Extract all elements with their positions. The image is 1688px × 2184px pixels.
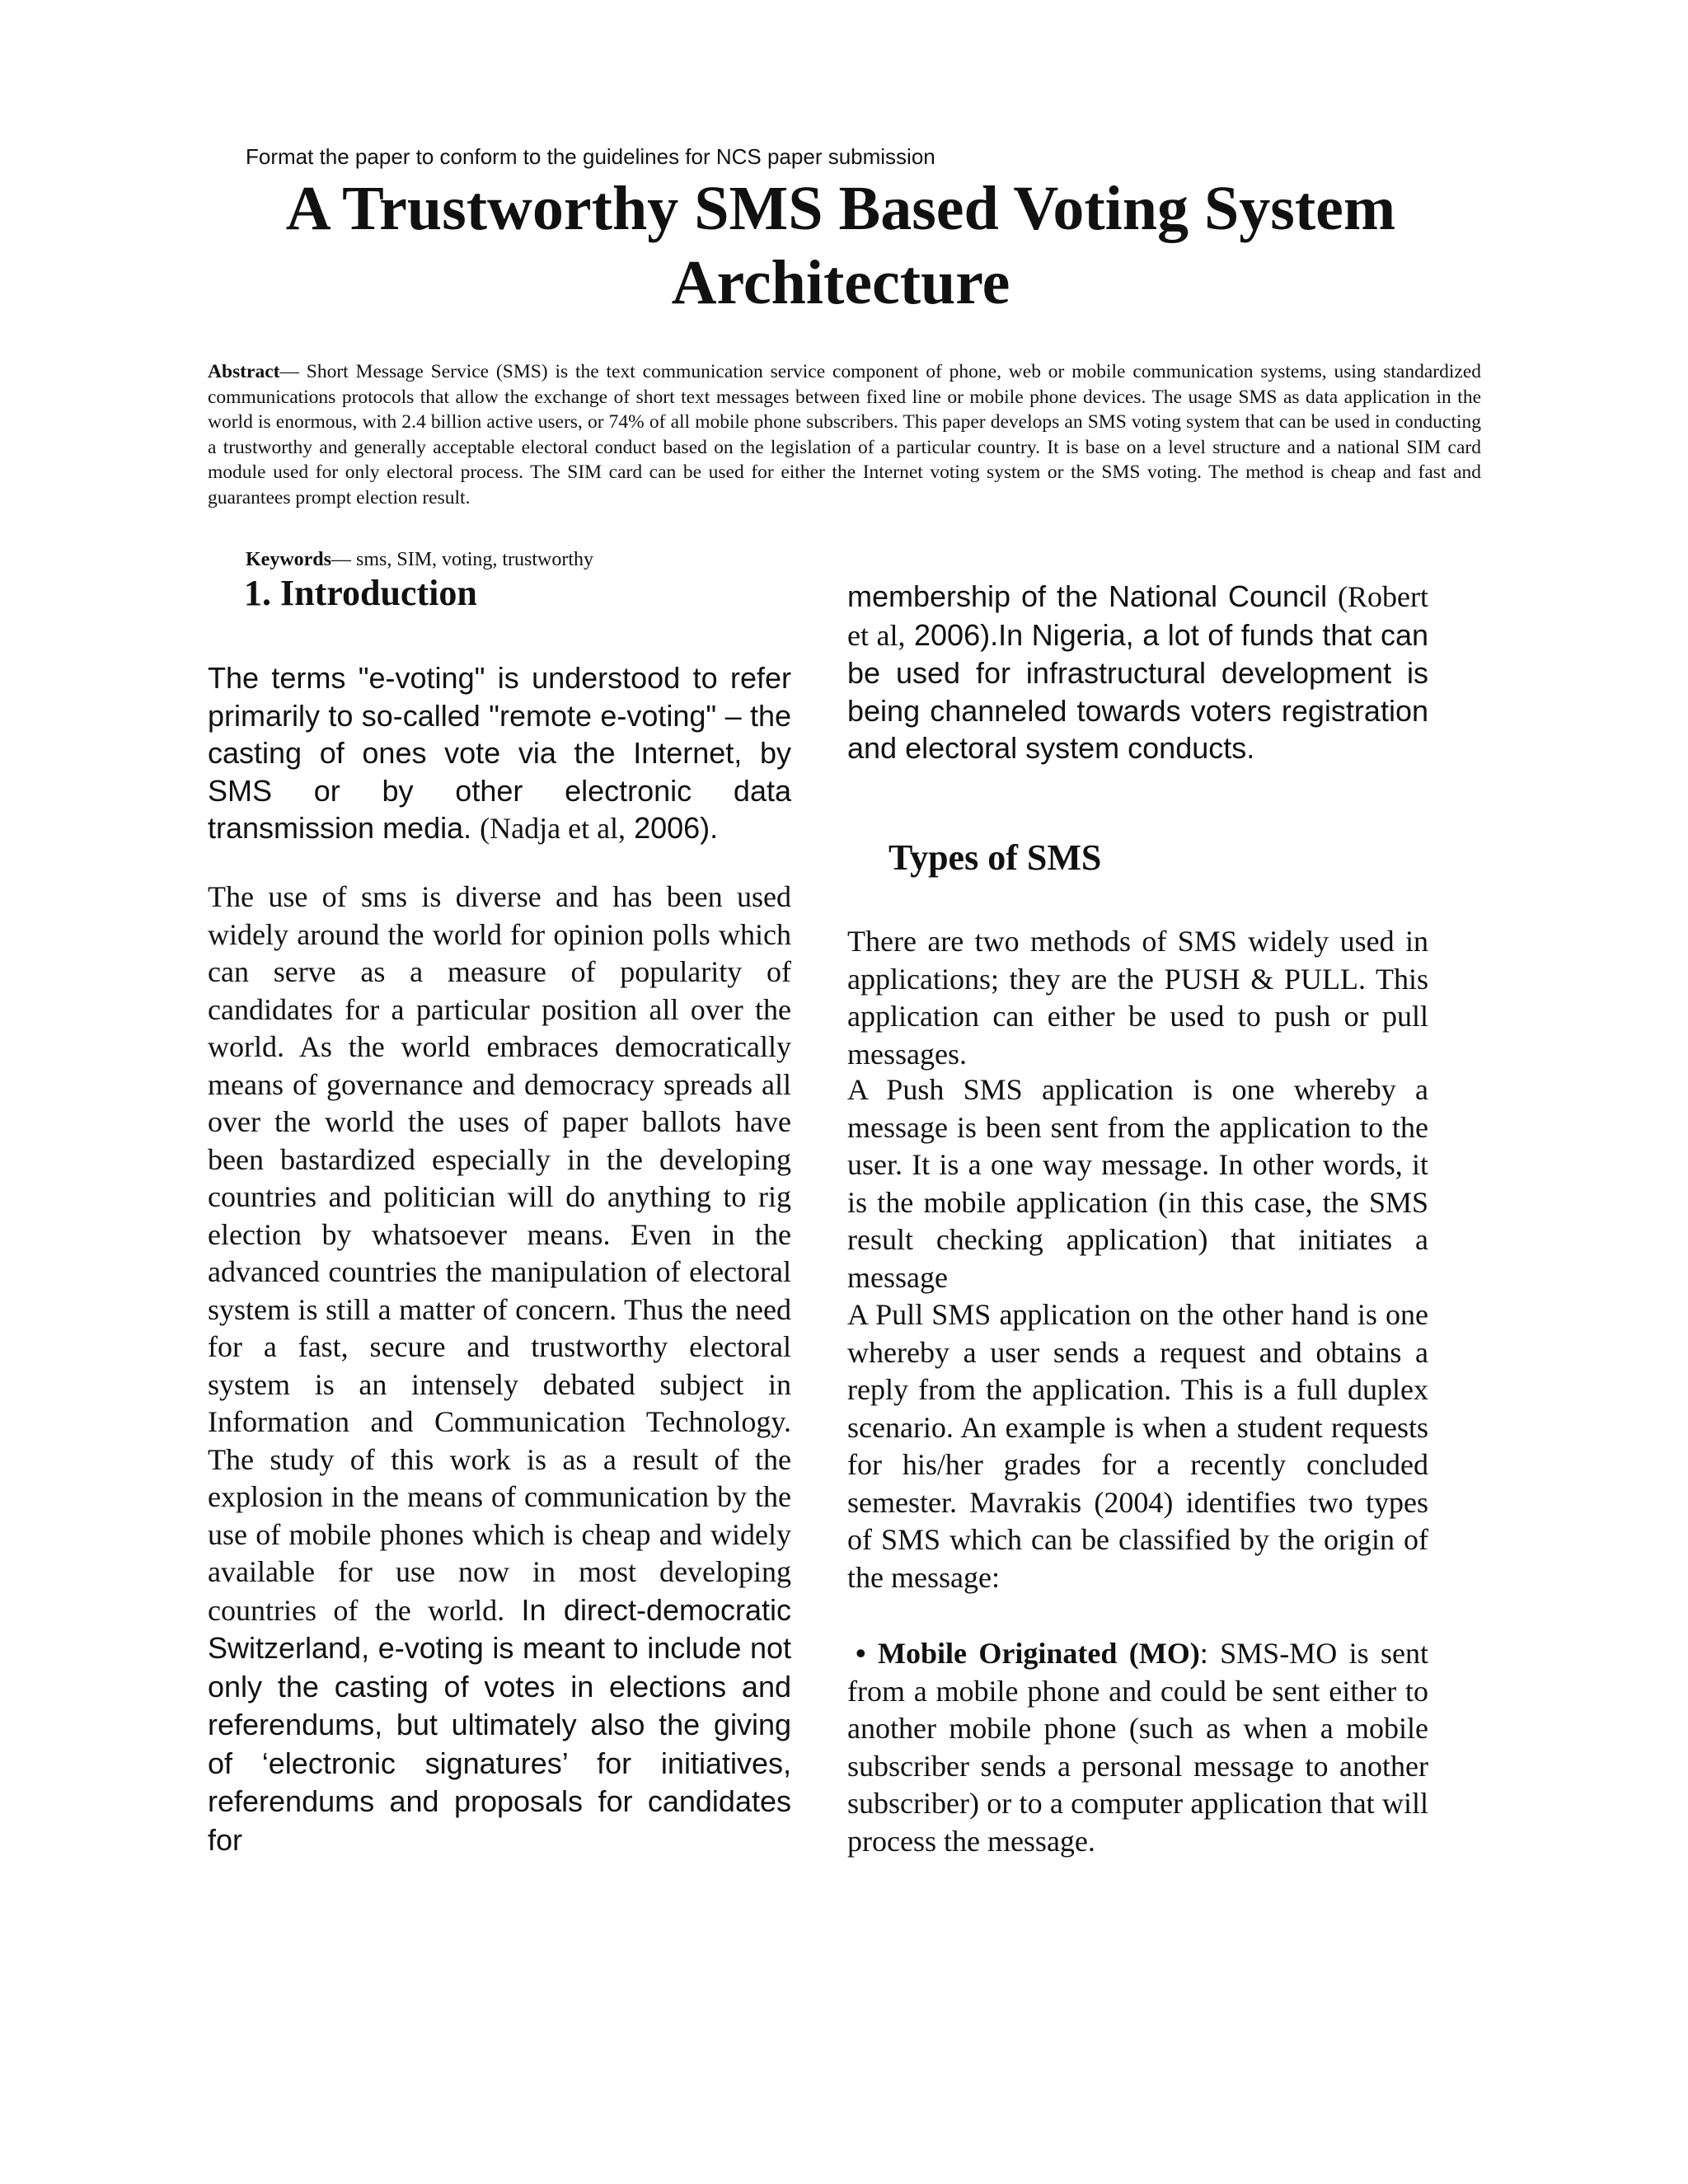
abstract-text: — Short Message Service (SMS) is the text communication service component of phone, web or mobile communication systems, using standardized communications protocols that allow the exchange of short text messages between fixed line or mobile phone devices. The usage SMS as data application in the world is enormous, with 2.4 billion active users, or 74% of all mobile phone subscribers. This paper develops an SMS voting system that can be used in conducting a trustworthy and generally acceptable electoral conduct based on the legislation of a particular country. It is base on a level structure and a national SIM card module used for only electoral process. The SIM card can be used for either the Internet voting system or the SMS voting. The method is cheap and fast and guarantees prompt election result. (208, 361, 1481, 509)
section-heading-introduction: 1. Introduction (244, 573, 477, 613)
abstract-label: Abstract (208, 361, 280, 382)
right-paragraph-1-b: 2006).In Nigeria, a lot of funds that can be used for infrastructural development is being channeled towards voters registration and electoral system conducts. (847, 617, 1428, 765)
intro-citation: (Nadja et al, (480, 812, 626, 845)
submission-note: Format the paper to conform to the guidelines for NCS paper submission (246, 144, 935, 169)
intro-paragraph-1-text: The terms "e-voting" is understood to refer primarily to so-called "remote e-voting" – the casting of ones vote via the Internet, by SMS or by other electronic data transmission media. (208, 661, 791, 845)
intro-paragraph-2 (208, 879, 791, 1859)
bullet-text: : SMS-MO is sent from a mobile phone and could be sent either to another mobile phone (such as when a mobile subscriber sends a personal message to another subscriber) or to a computer application that will process the message. (847, 1637, 1428, 1858)
keywords-label: Keywords (246, 549, 331, 570)
abstract (208, 359, 1481, 510)
keywords (246, 549, 593, 571)
bullet-mobile-originated (847, 1635, 1428, 1860)
intro-paragraph-2-sans: In direct-democratic Switzerland, e-voting is meant to include not only the casting of votes in elections and referendums, but ultimately also the giving of ‘electronic signatures’ for initiatives, referendums and proposals for candidates for (208, 1592, 792, 1857)
section-heading-types-of-sms: Types of SMS (889, 837, 1102, 878)
types-paragraph-pull: A Pull SMS application on the other hand is one whereby a user sends a request and obtains a reply from the application. This is a full duplex scenario. An example is when a student requests for his/her grades for a recently concluded semester. Mavrakis (2004) identifies two types of SMS which can be classified by the origin of the message: (847, 1298, 1428, 1594)
bullet-term: Mobile Originated (MO) (878, 1637, 1200, 1670)
types-paragraph-push: A Push SMS application is one whereby a message is been sent from the application to the user. It is a one way message. In other words, it is the mobile application (in this case, the SMS result checking application) that initiates a message (847, 1073, 1428, 1294)
intro-citation-year: 2006). (634, 811, 719, 845)
right-paragraph-1 (847, 578, 1428, 767)
right-paragraph-1-a: membership of the National Council (847, 579, 1328, 613)
types-paragraph-1: There are two methods of SMS widely used in applications; they are the PUSH & PULL. This application can either be used to push or pull messages. (847, 925, 1428, 1071)
intro-paragraph-1 (208, 659, 791, 848)
paper-title: A Trustworthy SMS Based Voting System Architecture (285, 174, 1396, 317)
bullet-mark: • (856, 1637, 866, 1670)
right-citation: (Robert et al, (847, 580, 1428, 652)
intro-paragraph-2-text: The use of sms is diverse and has been used widely around the world for opinion polls which can serve as a measure of popularity of candidates for a particular position all over the world. As the world embraces democratically means of governance and democracy spreads all over the world the uses of paper ballots have been bastardized especially in the developing countries and politician will do anything to rig election by whatsoever means. Even in the advanced countries the manipulation of electoral system is still a matter of concern. Thus the need for a fast, secure and trustworthy electoral system is an intensely debated subject in Information and Communication Technology. The study of this work is as a result of the explosion in the means of communication by the use of mobile phones which is cheap and widely available for use now in most developing countries of the world. (208, 880, 791, 1627)
keywords-text: — sms, SIM, voting, trustworthy (331, 549, 594, 570)
